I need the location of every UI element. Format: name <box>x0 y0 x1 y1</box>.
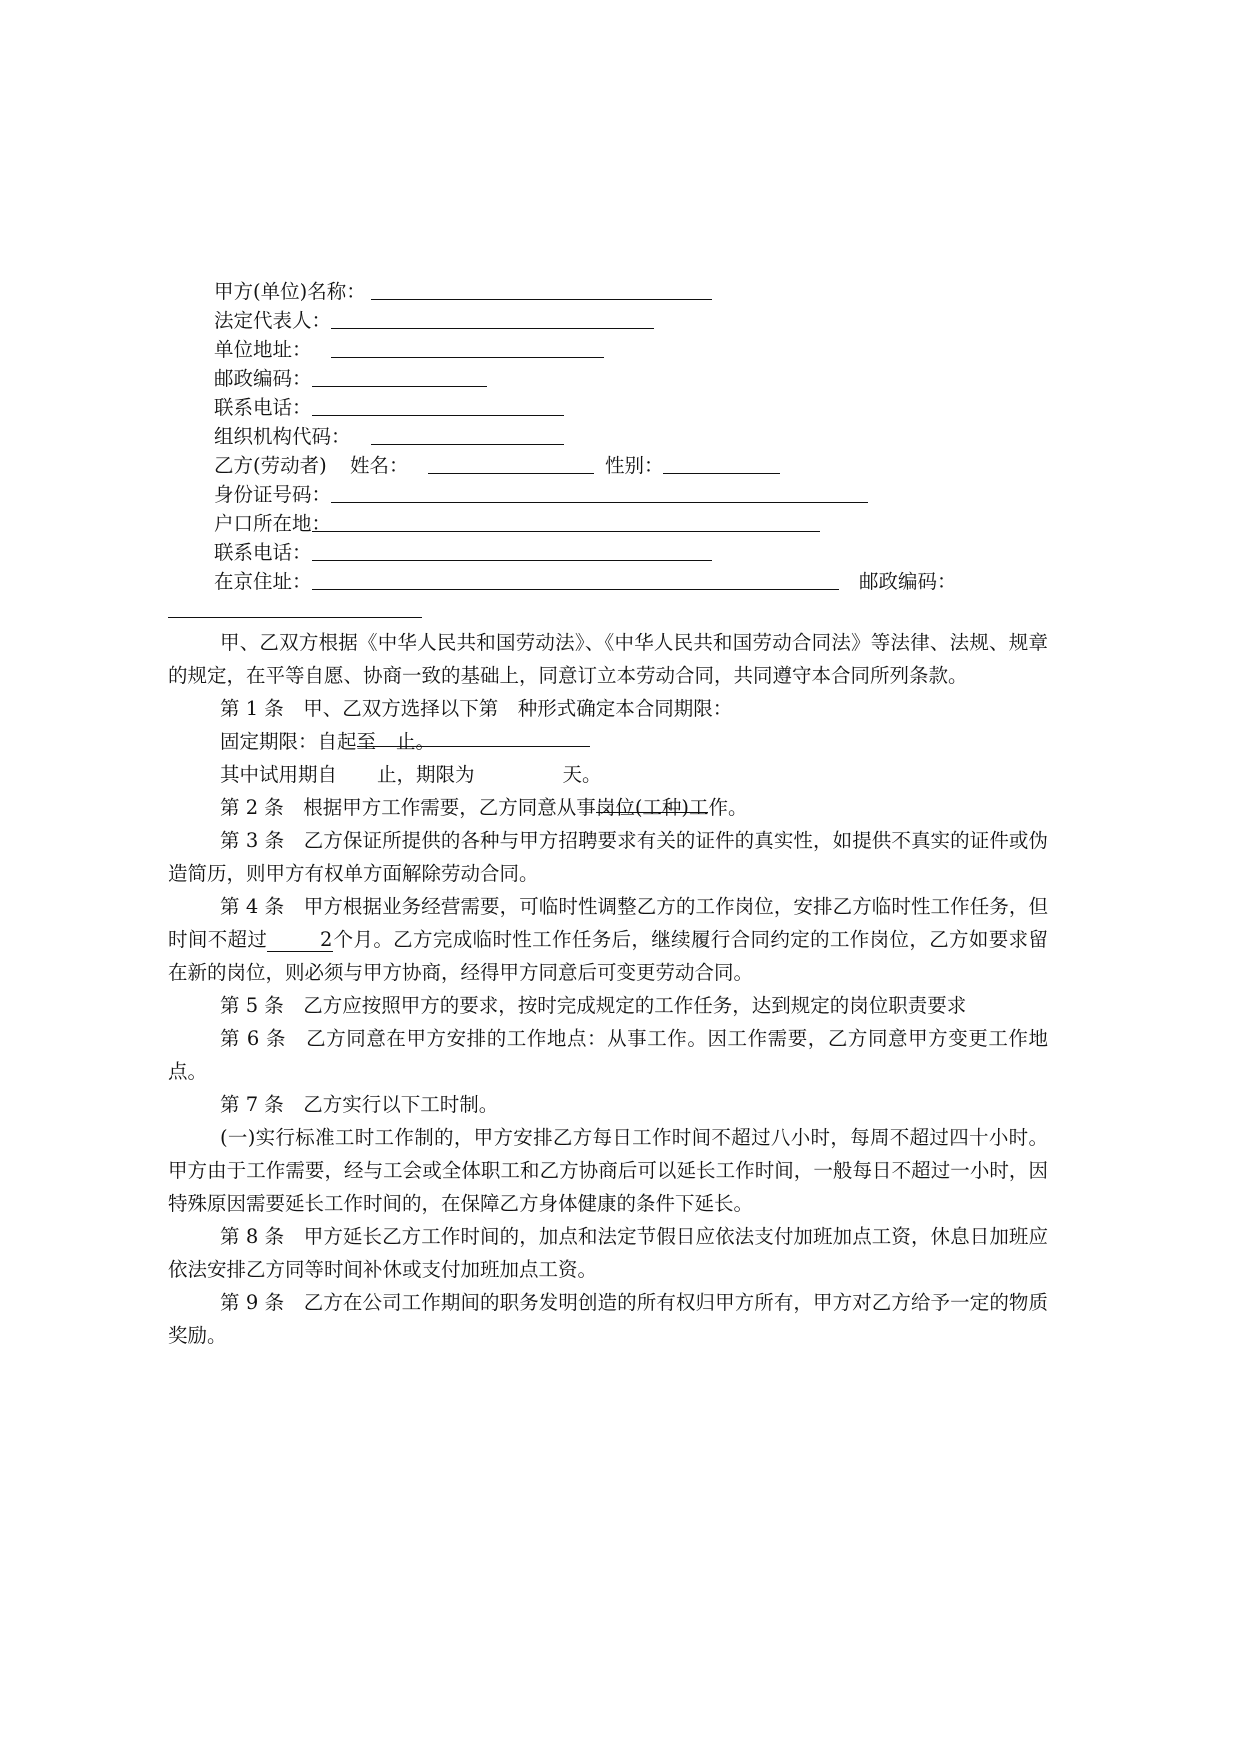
article-9: 第 9 条 乙方在公司工作期间的职务发明创造的所有权归甲方所有，甲方对乙方给予一定的物质奖励。 <box>168 1291 1048 1347</box>
org-code-blank <box>371 444 564 445</box>
fixed-term-from: 固定期限：自 <box>220 730 338 753</box>
article-7: 第 7 条 乙方实行以下工时制。 <box>220 1093 499 1116</box>
party-a-name-label: 甲方(单位)名称： <box>214 280 366 303</box>
article-4 <box>168 890 1048 989</box>
phone-b-label: 联系电话： <box>214 541 312 564</box>
id-number-label: 身份证号码： <box>214 483 332 506</box>
fixed-term-end: 止。 <box>396 730 436 753</box>
hukou-label: 户口所在地： <box>214 512 332 535</box>
party-b-label: 乙方(劳动者) <box>214 454 327 477</box>
fixed-term-to: 起至 <box>337 730 377 753</box>
article-3: 第 3 条 乙方保证所提供的各种与甲方招聘要求有关的证件的真实性，如提供不真实的证件或伪造简历，则甲方有权单方面解除劳动合同。 <box>168 829 1048 885</box>
article-6: 第 6 条 乙方同意在甲方安排的工作地点：从事工作。因工作需要，乙方同意甲方变更工作地点。 <box>168 1027 1048 1083</box>
temporary-months: 2 <box>267 929 333 952</box>
gender-blank <box>663 473 780 474</box>
phone-b-blank <box>312 560 712 561</box>
postcode-b-blank <box>168 617 422 618</box>
postcode-a-blank <box>312 386 487 387</box>
fixed-term-line <box>168 725 1048 758</box>
beijing-address-label: 在京住址： <box>214 570 312 593</box>
gender-label: 性别： <box>605 454 664 477</box>
legal-rep-blank <box>331 328 654 329</box>
address-label: 单位地址： <box>214 338 312 361</box>
article-2 <box>168 791 1048 824</box>
article-4-text: 第 4 条 甲方根据业务经营需要，可临时性调整乙方的工作岗位，安排乙方临时性工作任务，但时间不超过 <box>168 895 1048 951</box>
article-4-tail: 个月。乙方完成临时性工作任务后，继续履行合同约定的工作岗位，乙方如要求留在新的岗位，则必须与甲方协商，经得甲方同意后可变更劳动合同。 <box>168 928 1048 984</box>
article-8: 第 8 条 甲方延长乙方工作时间的，加点和法定节假日应依法支付加班加点工资，休息日加班应依法安排乙方同等时间补休或支付加班加点工资。 <box>168 1225 1048 1281</box>
postcode-b-label: 邮政编码： <box>859 570 957 593</box>
probation-until: 止，期限为 <box>377 763 475 786</box>
probation-line <box>168 758 1048 791</box>
org-code-label: 组织机构代码： <box>214 425 351 448</box>
address-blank <box>331 357 604 358</box>
intro-paragraph: 甲、乙双方根据《中华人民共和国劳动法》、《中华人民共和国劳动合同法》等法律、法规、规章的规定，在平等自愿、协商一致的基础上，同意订立本劳动合同，共同遵守本合同所列条款。 <box>168 631 1048 687</box>
beijing-address-blank <box>312 589 839 590</box>
id-number-blank <box>331 502 868 503</box>
hukou-blank <box>312 531 820 532</box>
contract-body <box>168 626 1048 1352</box>
party-a-name-blank <box>371 299 712 300</box>
article-2-text: 第 2 条 根据甲方工作需要，乙方同意从事 <box>220 796 596 819</box>
article-2-tail: 岗位(工种)工作。 <box>595 796 748 819</box>
probation-from: 其中试用期自 <box>220 763 338 786</box>
phone-a-label: 联系电话： <box>214 396 312 419</box>
phone-a-blank <box>312 415 564 416</box>
name-blank <box>428 473 594 474</box>
name-label: 姓名： <box>350 454 409 477</box>
probation-days: 天。 <box>562 763 602 786</box>
postcode-a-label: 邮政编码： <box>214 367 312 390</box>
article-5: 第 5 条 乙方应按照甲方的要求，按时完成规定的工作任务，达到规定的岗位职责要求 <box>220 994 967 1017</box>
position-blank <box>596 791 708 813</box>
legal-rep-label: 法定代表人： <box>214 309 332 332</box>
article-7-item-1: (一)实行标准工时工作制的，甲方安排乙方每日工作时间不超过八小时，每周不超过四十小时。甲方由于工作需要，经与工会或全体职工和乙方协商后可以延长工作时间，一般每日不超过一小时，因特殊原因需要延长工作时间的，在保障乙方身体健康的条件下延长。 <box>168 1126 1048 1215</box>
fixed-term-end-blank <box>376 725 590 747</box>
article-1: 第 1 条 甲、乙双方选择以下第 种形式确定本合同期限： <box>220 697 733 720</box>
